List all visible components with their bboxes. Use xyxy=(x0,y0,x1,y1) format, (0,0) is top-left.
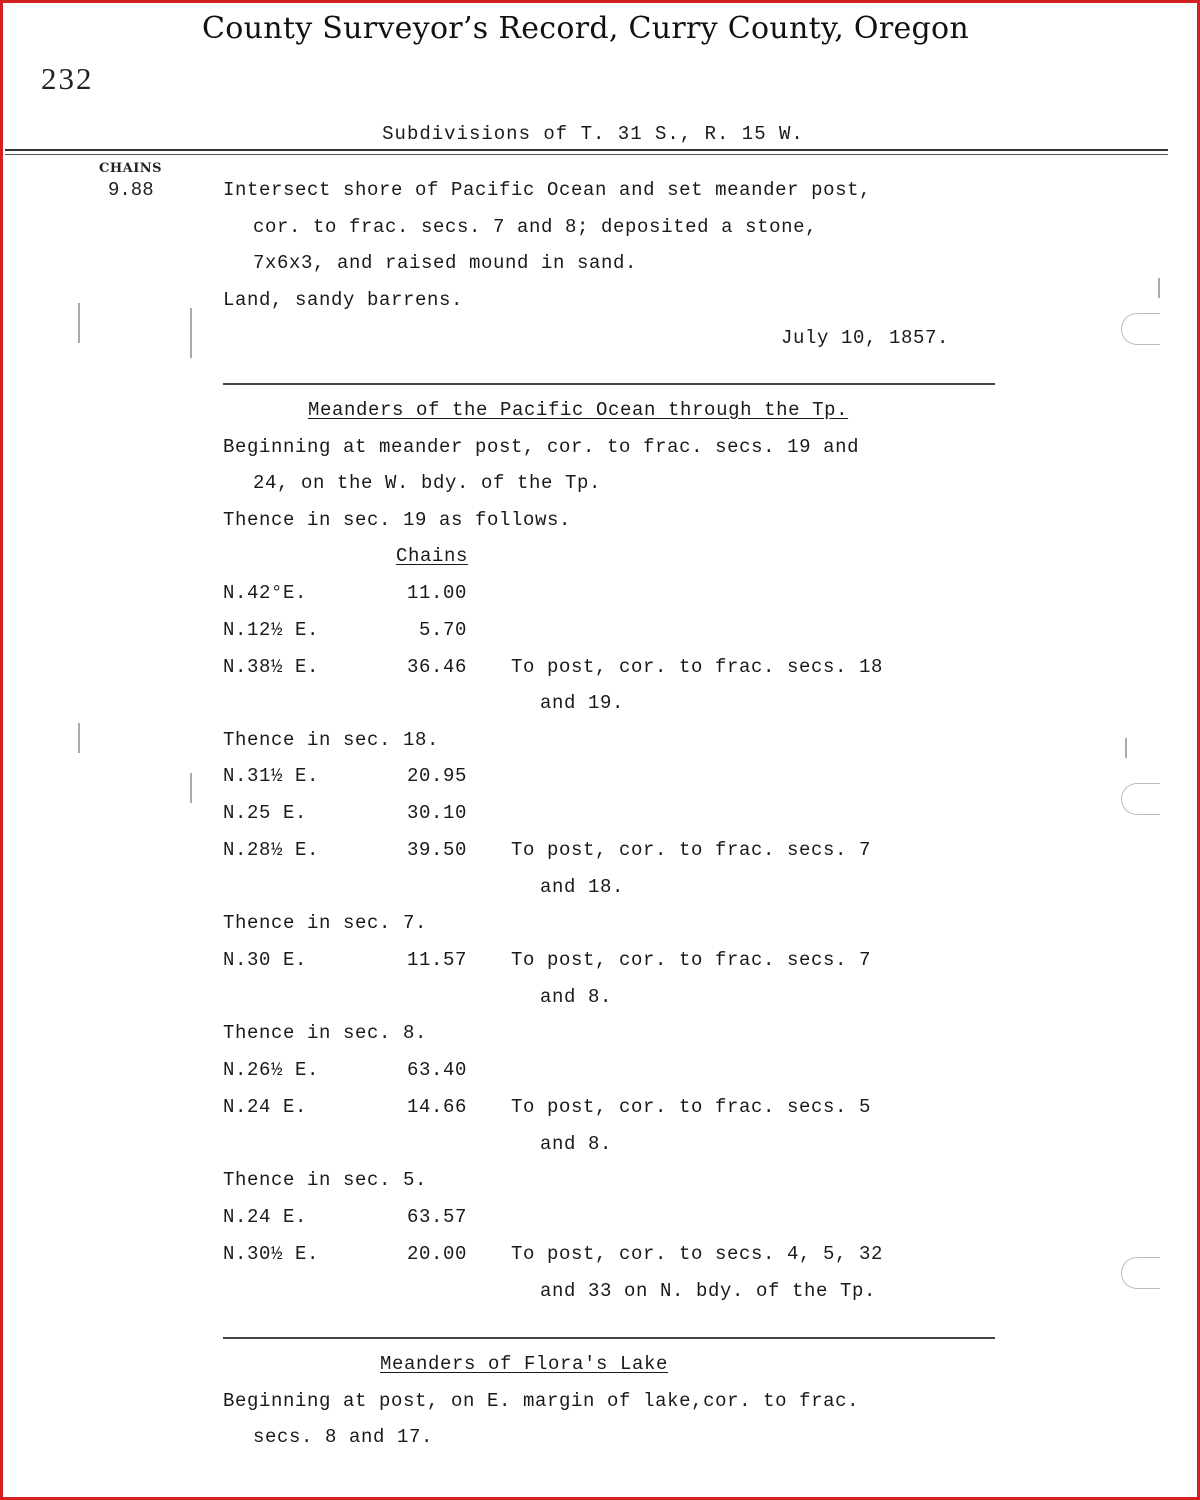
section-thence: Thence in sec. 7. xyxy=(223,912,428,934)
meander-row xyxy=(3,656,1103,680)
page-number: 232 xyxy=(41,61,94,96)
pacific-meanders-heading: Meanders of the Pacific Ocean through the Tp. xyxy=(308,399,849,421)
course-bearing: N.12½ E. xyxy=(223,619,320,641)
course-chains: 20.95 xyxy=(406,765,467,787)
meander-row xyxy=(3,582,1103,606)
meander-row xyxy=(3,802,1103,826)
floras-lake-line: secs. 8 and 17. xyxy=(253,1426,434,1448)
course-chains: 5.70 xyxy=(418,619,467,641)
margin-chains-value: 9.88 xyxy=(108,179,154,201)
course-remark: To post, cor. to frac. secs. 7 xyxy=(511,949,872,971)
pacific-intro-line: Thence in sec. 19 as follows. xyxy=(223,509,572,531)
course-remark: To post, cor. to frac. secs. 5 xyxy=(511,1096,872,1118)
meander-row xyxy=(3,1059,1103,1083)
meander-row xyxy=(3,765,1103,789)
course-bearing: N.24 E. xyxy=(223,1096,308,1118)
scan-speck xyxy=(190,773,192,803)
meander-row xyxy=(3,949,1103,973)
pacific-intro-line: 24, on the W. bdy. of the Tp. xyxy=(253,472,602,494)
binder-hole-mark xyxy=(1121,1257,1160,1289)
scan-speck xyxy=(78,723,80,753)
course-chains: 39.50 xyxy=(406,839,467,861)
course-chains: 14.66 xyxy=(406,1096,467,1118)
course-remark-continued: and 8. xyxy=(540,986,613,1008)
course-chains: 11.57 xyxy=(406,949,467,971)
section-divider xyxy=(223,383,995,385)
floras-lake-line: Beginning at post, on E. margin of lake,cor. to frac. xyxy=(223,1390,860,1412)
course-chains: 11.00 xyxy=(406,582,467,604)
course-bearing: N.26½ E. xyxy=(223,1059,320,1081)
binder-hole-mark xyxy=(1121,783,1160,815)
section-divider xyxy=(223,1337,995,1339)
course-remark-continued: and 18. xyxy=(540,876,625,898)
scan-speck xyxy=(1158,278,1160,298)
course-remark: To post, cor. to frac. secs. 18 xyxy=(511,656,884,678)
section-thence: Thence in sec. 8. xyxy=(223,1022,428,1044)
intro-line: 7x6x3, and raised mound in sand. xyxy=(253,252,638,274)
course-chains: 63.40 xyxy=(406,1059,467,1081)
course-bearing: N.28½ E. xyxy=(223,839,320,861)
course-remark-continued: and 8. xyxy=(540,1133,613,1155)
course-bearing: N.30 E. xyxy=(223,949,308,971)
course-remark: To post, cor. to secs. 4, 5, 32 xyxy=(511,1243,884,1265)
pacific-intro-line: Beginning at meander post, cor. to frac. secs. 19 and xyxy=(223,436,860,458)
course-remark-continued: and 19. xyxy=(540,692,625,714)
binder-hole-mark xyxy=(1121,313,1160,345)
meander-row xyxy=(3,839,1103,863)
floras-lake-heading: Meanders of Flora's Lake xyxy=(380,1353,669,1375)
intro-line: Intersect shore of Pacific Ocean and set meander post, xyxy=(223,179,872,201)
scan-speck xyxy=(190,308,192,358)
intro-line: Land, sandy barrens. xyxy=(223,289,464,311)
chains-column-header: Chains xyxy=(396,545,469,567)
course-chains: 36.46 xyxy=(406,656,467,678)
intro-date: July 10, 1857. xyxy=(781,327,950,349)
intro-line: cor. to frac. secs. 7 and 8; deposited a stone, xyxy=(253,216,818,238)
course-bearing: N.42°E. xyxy=(223,582,308,604)
scan-speck xyxy=(1125,738,1127,758)
meander-row xyxy=(3,1096,1103,1120)
page-header-title: County Surveyor’s Record, Curry County, Oregon xyxy=(201,11,970,46)
header-rule-bottom xyxy=(5,154,1168,155)
course-remark-continued: and 33 on N. bdy. of the Tp. xyxy=(540,1280,877,1302)
meander-row xyxy=(3,1206,1103,1230)
meander-row xyxy=(3,1243,1103,1267)
section-thence: Thence in sec. 18. xyxy=(223,729,440,751)
course-bearing: N.30½ E. xyxy=(223,1243,320,1265)
course-chains: 30.10 xyxy=(406,802,467,824)
course-bearing: N.31½ E. xyxy=(223,765,320,787)
section-thence: Thence in sec. 5. xyxy=(223,1169,428,1191)
course-bearing: N.24 E. xyxy=(223,1206,308,1228)
meander-row xyxy=(3,619,1103,643)
course-bearing: N.38½ E. xyxy=(223,656,320,678)
header-rule-top xyxy=(5,149,1168,151)
course-bearing: N.25 E. xyxy=(223,802,308,824)
margin-chains-label: CHAINS xyxy=(99,161,163,176)
course-chains: 63.57 xyxy=(406,1206,467,1228)
course-remark: To post, cor. to frac. secs. 7 xyxy=(511,839,872,861)
scan-speck xyxy=(78,303,80,343)
course-chains: 20.00 xyxy=(406,1243,467,1265)
section-subtitle: Subdivisions of T. 31 S., R. 15 W. xyxy=(382,123,804,145)
